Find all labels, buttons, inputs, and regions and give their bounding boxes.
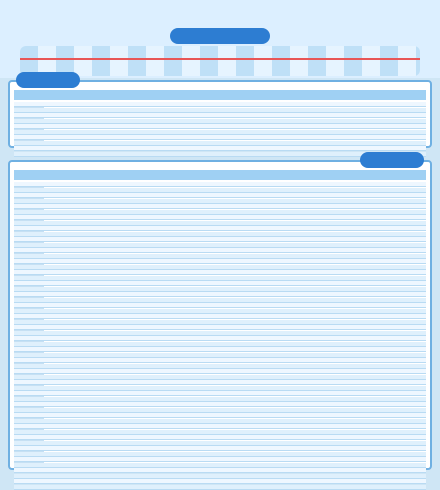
table-row (14, 237, 426, 242)
table-row (14, 402, 426, 407)
table-row (14, 232, 426, 237)
table-row (14, 226, 426, 231)
table-row (14, 347, 426, 352)
table-row (14, 135, 426, 140)
extended-section-tag (360, 152, 424, 168)
table-row (14, 386, 426, 391)
basic-section (8, 80, 432, 148)
table-row (14, 358, 426, 363)
table-row (14, 424, 426, 429)
table-row (14, 119, 426, 124)
table-row (14, 221, 426, 226)
table-row (14, 369, 426, 374)
table-row (14, 364, 426, 369)
table-row (14, 298, 426, 303)
table-row (14, 108, 426, 113)
table-row (14, 413, 426, 418)
page-title (0, 2, 440, 28)
table-row (14, 188, 426, 193)
banner-illustration (20, 46, 420, 76)
table-row (14, 353, 426, 358)
table-row (14, 204, 426, 209)
table-row (14, 199, 426, 204)
extended-section (8, 160, 432, 470)
table-row (14, 435, 426, 440)
basic-table-header (14, 90, 426, 100)
table-row (14, 320, 426, 325)
table-row (14, 265, 426, 270)
table-row (14, 375, 426, 380)
table-row (14, 314, 426, 319)
table-row (14, 446, 426, 451)
table-row (14, 248, 426, 253)
table-row (14, 380, 426, 385)
table-row (14, 309, 426, 314)
extended-table-rows (14, 182, 426, 490)
table-row (14, 276, 426, 281)
table-row (14, 193, 426, 198)
table-row (14, 463, 426, 468)
basic-section-tag (16, 72, 80, 88)
table-row (14, 270, 426, 275)
table-row (14, 141, 426, 146)
table-row (14, 254, 426, 259)
table-row (14, 331, 426, 336)
table-row (14, 113, 426, 118)
table-row (14, 457, 426, 462)
table-row (14, 325, 426, 330)
extended-table-header (14, 170, 426, 180)
table-row (14, 303, 426, 308)
table-row (14, 419, 426, 424)
table-row (14, 397, 426, 402)
table-row (14, 130, 426, 135)
table-row (14, 259, 426, 264)
table-row (14, 281, 426, 286)
heartbeat-line-icon (20, 58, 420, 66)
table-row (14, 292, 426, 297)
table-row (14, 336, 426, 341)
basic-table-rows (14, 102, 426, 157)
table-row (14, 102, 426, 107)
table-row (14, 391, 426, 396)
table-row (14, 342, 426, 347)
table-row (14, 479, 426, 484)
table-row (14, 215, 426, 220)
table-row (14, 182, 426, 187)
table-row (14, 243, 426, 248)
table-row (14, 468, 426, 473)
table-row (14, 452, 426, 457)
table-row (14, 210, 426, 215)
table-row (14, 430, 426, 435)
table-row (14, 287, 426, 292)
table-row (14, 408, 426, 413)
table-row (14, 485, 426, 490)
table-row (14, 124, 426, 129)
table-row (14, 474, 426, 479)
table-row (14, 441, 426, 446)
table-row (14, 146, 426, 151)
page-subtitle (170, 28, 270, 44)
